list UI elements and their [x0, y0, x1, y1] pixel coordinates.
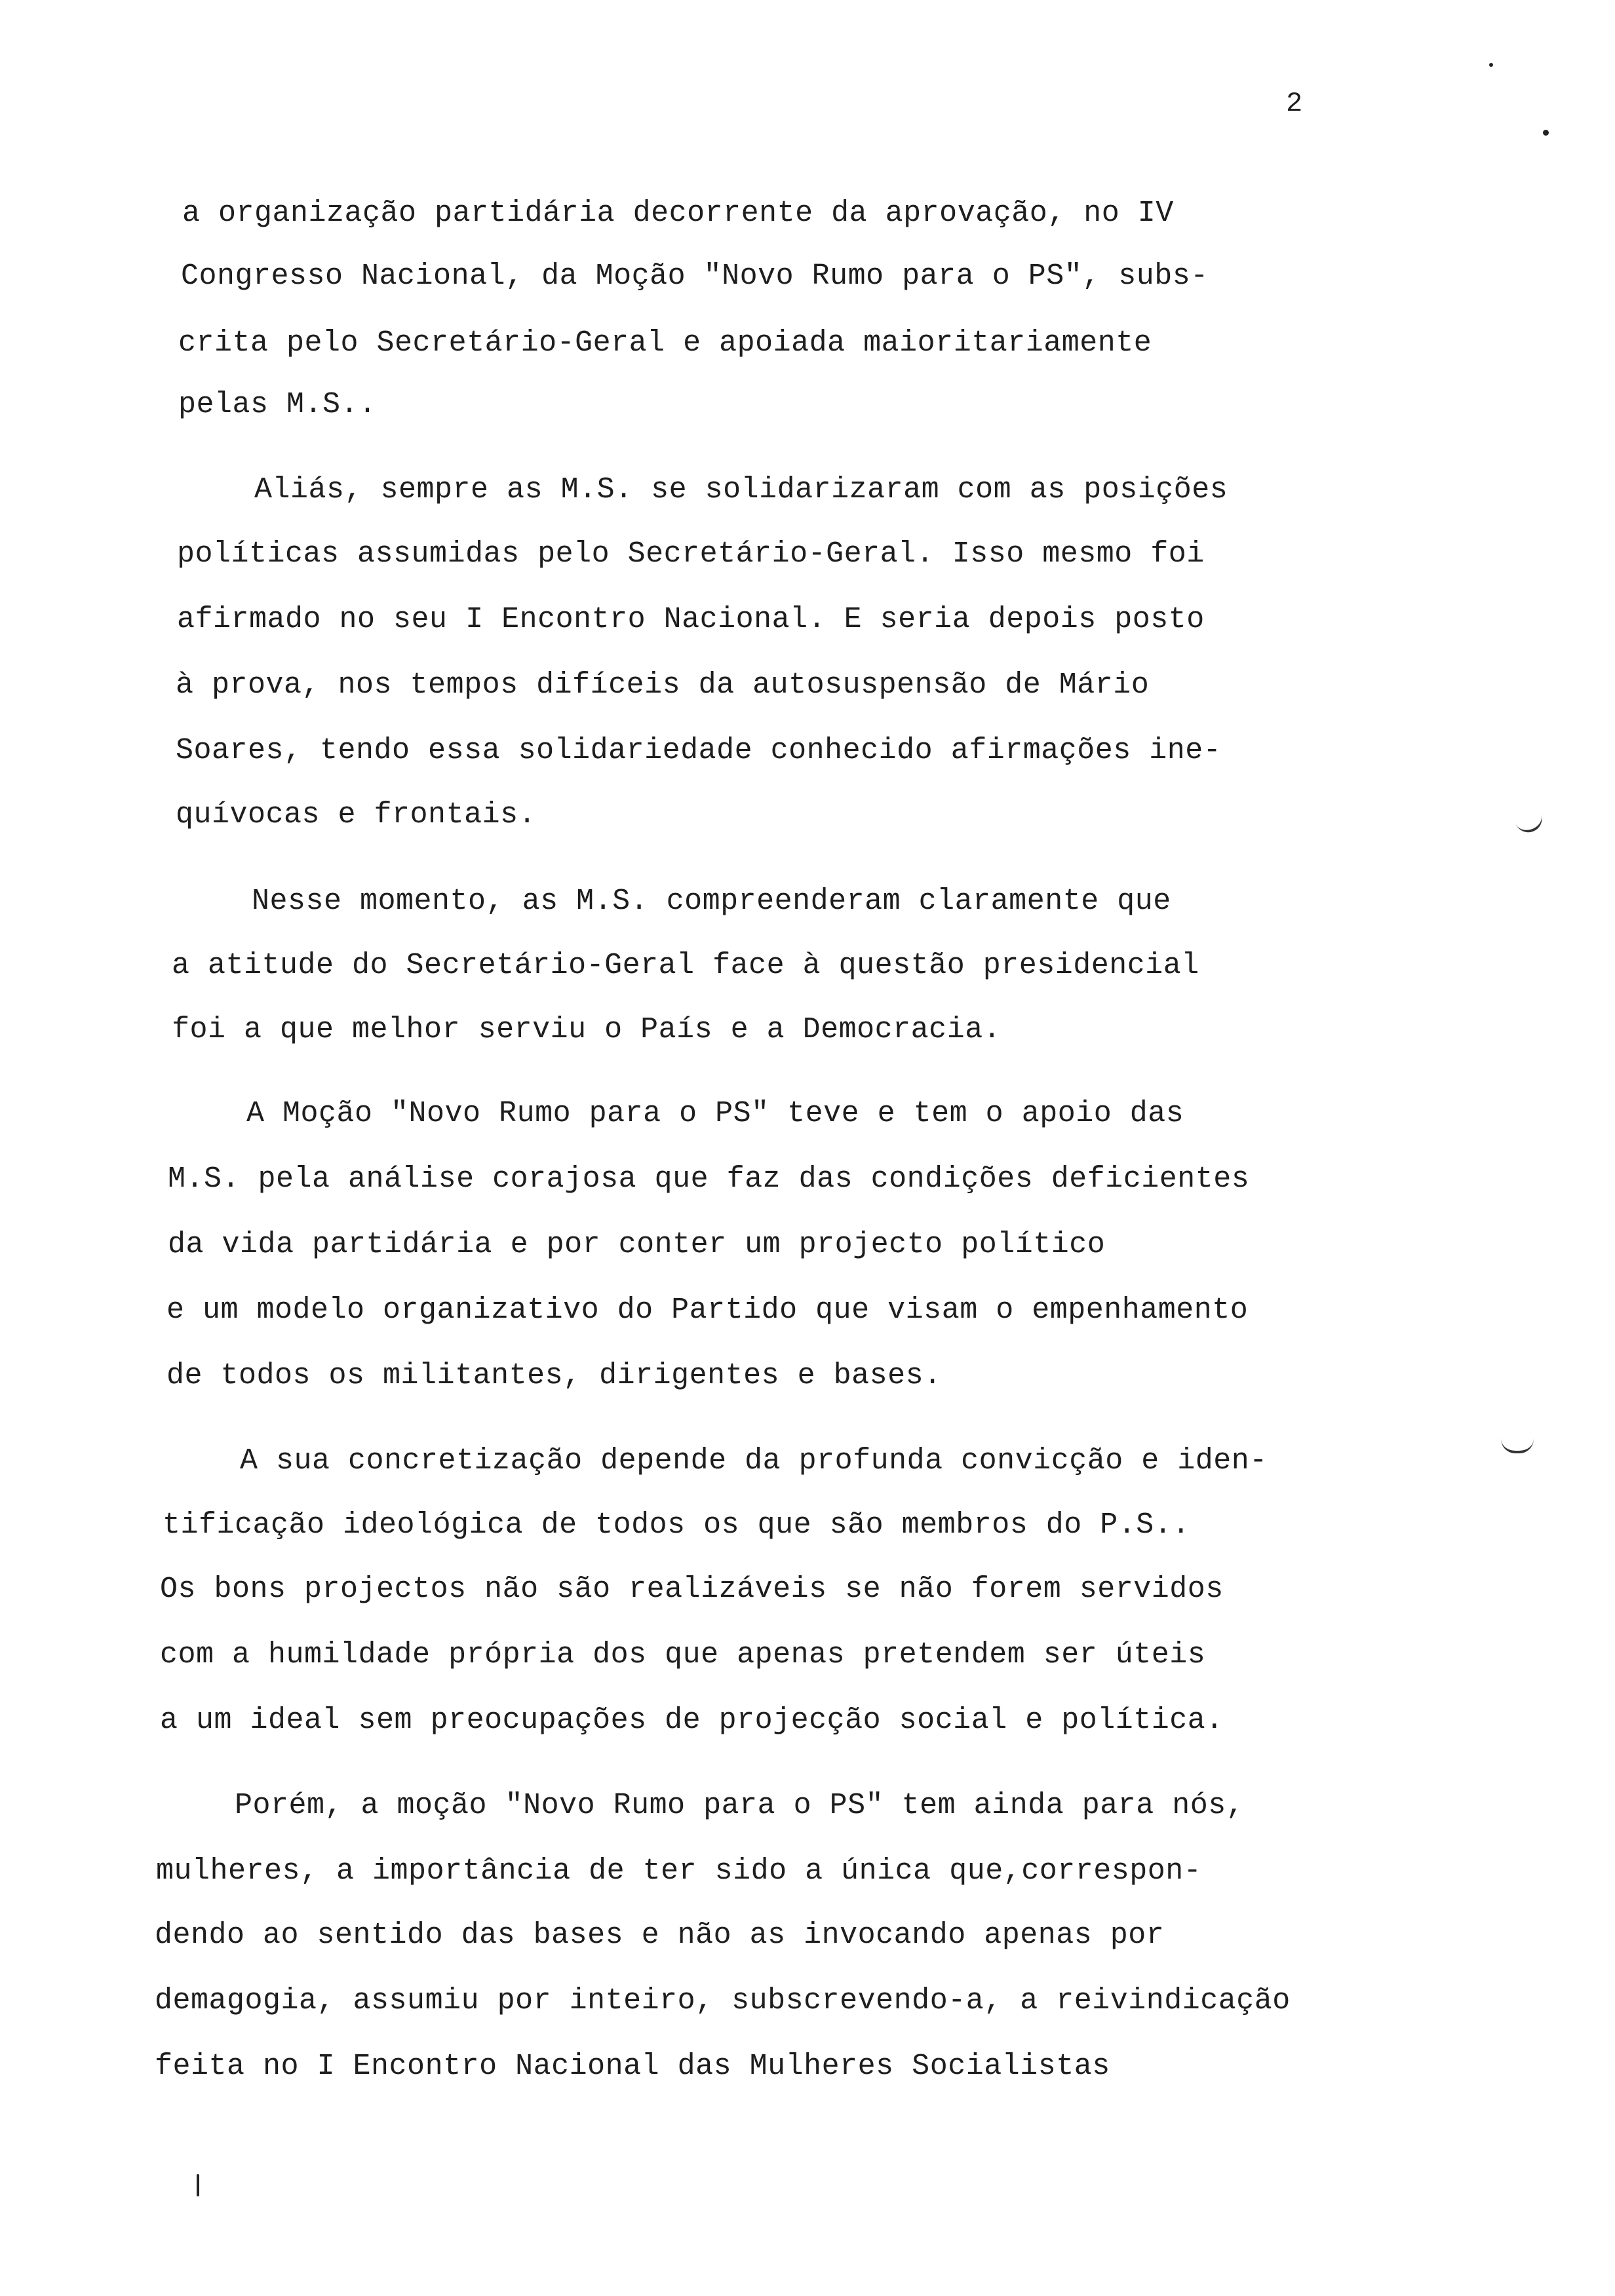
text-line: a atitude do Secretário-Geral face à questão presidencial [172, 949, 1199, 982]
punch-hole-mark [1512, 806, 1546, 836]
text-line: quívocas e frontais. [176, 798, 537, 832]
text-line: pelas M.S.. [178, 388, 377, 421]
text-line: a um ideal sem preocupações de projecção social e política. [160, 1704, 1224, 1737]
text-line: foi a que melhor serviu o País e a Democracia. [172, 1013, 1002, 1046]
text-line: crita pelo Secretário-Geral e apoiada maioritariamente [178, 326, 1152, 360]
text-line: dendo ao sentido das bases e não as invocando apenas por [155, 1919, 1165, 1952]
text-line: demagogia, assumiu por inteiro, subscrevendo-a, a reivindicação [155, 1984, 1291, 2018]
text-line: da vida partidária e por conter um projecto político [168, 1228, 1106, 1261]
text-line: Aliás, sempre as M.S. se solidarizaram com as posições [254, 473, 1228, 507]
page-number: 2 [1286, 88, 1303, 119]
text-line: de todos os militantes, dirigentes e bases. [166, 1359, 942, 1392]
text-line: afirmado no seu I Encontro Nacional. E seria depois posto [177, 603, 1205, 636]
text-line: a organização partidária decorrente da aprovação, no IV [182, 197, 1174, 230]
text-line: Nesse momento, as M.S. compreenderam claramente que [252, 885, 1171, 918]
scan-speck [1543, 130, 1549, 136]
text-line: mulheres, a importância de ter sido a única que,correspon- [156, 1854, 1202, 1888]
text-line: A Moção "Novo Rumo para o PS" teve e tem o apoio das [246, 1097, 1184, 1130]
text-line: feita no I Encontro Nacional das Mulheres Socialistas [155, 2050, 1110, 2083]
text-line: políticas assumidas pelo Secretário-Geral. Isso mesmo foi [177, 537, 1205, 571]
text-line: Porém, a moção "Novo Rumo para o PS" tem ainda para nós, [235, 1789, 1245, 1822]
scan-speck [1489, 63, 1493, 67]
text-line: Congresso Nacional, da Moção "Novo Rumo para o PS", subs- [181, 259, 1209, 293]
scan-speck [197, 2174, 199, 2196]
text-line: e um modelo organizativo do Partido que visam o empenhamento [166, 1293, 1249, 1327]
text-line: Os bons projectos não são realizáveis se não forem servidos [160, 1573, 1224, 1606]
text-line: Soares, tendo essa solidariedade conhecido afirmações ine- [176, 734, 1222, 767]
text-line: à prova, nos tempos difíceis da autosuspensão de Mário [176, 668, 1150, 702]
text-line: com a humildade própria dos que apenas pretendem ser úteis [160, 1638, 1206, 1672]
text-line: M.S. pela análise corajosa que faz das condições deficientes [168, 1162, 1250, 1196]
text-line: A sua concretização depende da profunda convicção e iden- [240, 1444, 1268, 1478]
punch-hole-mark [1501, 1439, 1534, 1453]
text-line: tificação ideológica de todos os que são membros do P.S.. [163, 1508, 1190, 1542]
